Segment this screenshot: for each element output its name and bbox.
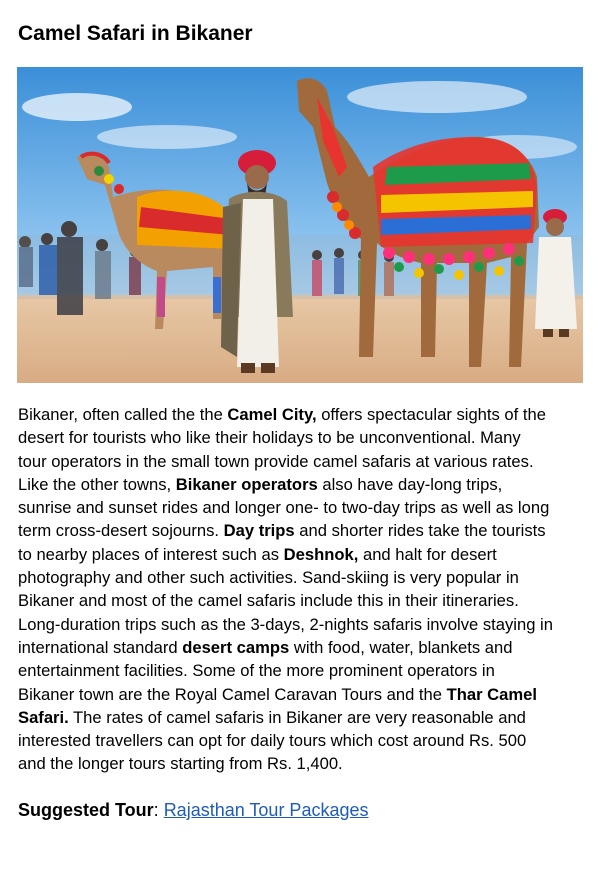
text-line: Bikaner and most of the camel safaris include this in their itineraries. bbox=[18, 591, 519, 611]
text-line: and the longer tours starting from Rs. 1,400. bbox=[18, 754, 343, 774]
suggested-tour-label: Suggested Tour bbox=[18, 800, 154, 820]
article-body bbox=[18, 403, 588, 776]
text-line: term cross-desert sojourns. Day trips and shorter rides take the tourists bbox=[18, 521, 546, 541]
keyword-deshnok: Deshnok, bbox=[283, 544, 359, 564]
text-line: Bikaner town are the Royal Camel Caravan Tours and the Thar Camel bbox=[18, 684, 537, 704]
text-line: interested travellers can opt for daily tours which cost around Rs. 500 bbox=[18, 731, 527, 751]
suggested-tour-separator: : bbox=[153, 800, 164, 820]
keyword-desert-camps: desert camps bbox=[182, 637, 290, 657]
text-line: tour operators in the small town provide camel safaris at various rates. bbox=[18, 451, 534, 471]
camel-safari-photo bbox=[17, 67, 583, 383]
text-line: photography and other such activities. Sand-skiing is very popular in bbox=[18, 568, 519, 588]
keyword-bikaner-operators: Bikaner operators bbox=[175, 474, 318, 494]
suggested-tour bbox=[18, 797, 368, 823]
rajasthan-tour-packages-link[interactable]: Rajasthan Tour Packages bbox=[163, 800, 369, 820]
text-line: sunrise and sunset rides and longer one- to two-day trips as well as long bbox=[18, 498, 550, 518]
keyword-day-trips: Day trips bbox=[223, 521, 295, 541]
text-line: desert for tourists who like their holidays to be unconventional. Many bbox=[18, 428, 521, 448]
text-line: Safari. The rates of camel safaris in Bikaner are very reasonable and bbox=[18, 707, 526, 727]
text-line: international standard desert camps with food, water, blankets and bbox=[18, 637, 513, 657]
keyword-safari: Safari. bbox=[18, 707, 69, 727]
text-line: Long-duration trips such as the 3-days, 2-nights safaris involve staying in bbox=[18, 614, 553, 634]
keyword-camel-city: Camel City, bbox=[227, 405, 317, 424]
text-line: entertainment facilities. Some of the more prominent operators in bbox=[18, 661, 495, 681]
text-line: Like the other towns, Bikaner operators also have day-long trips, bbox=[18, 474, 503, 494]
text-line: to nearby places of interest such as Deshnok, and halt for desert bbox=[18, 544, 497, 564]
text-line: Bikaner, often called the the Camel City, offers spectacular sights of the bbox=[18, 405, 546, 424]
page-title: Camel Safari in Bikaner bbox=[18, 22, 253, 45]
keyword-thar-camel: Thar Camel bbox=[446, 684, 537, 704]
